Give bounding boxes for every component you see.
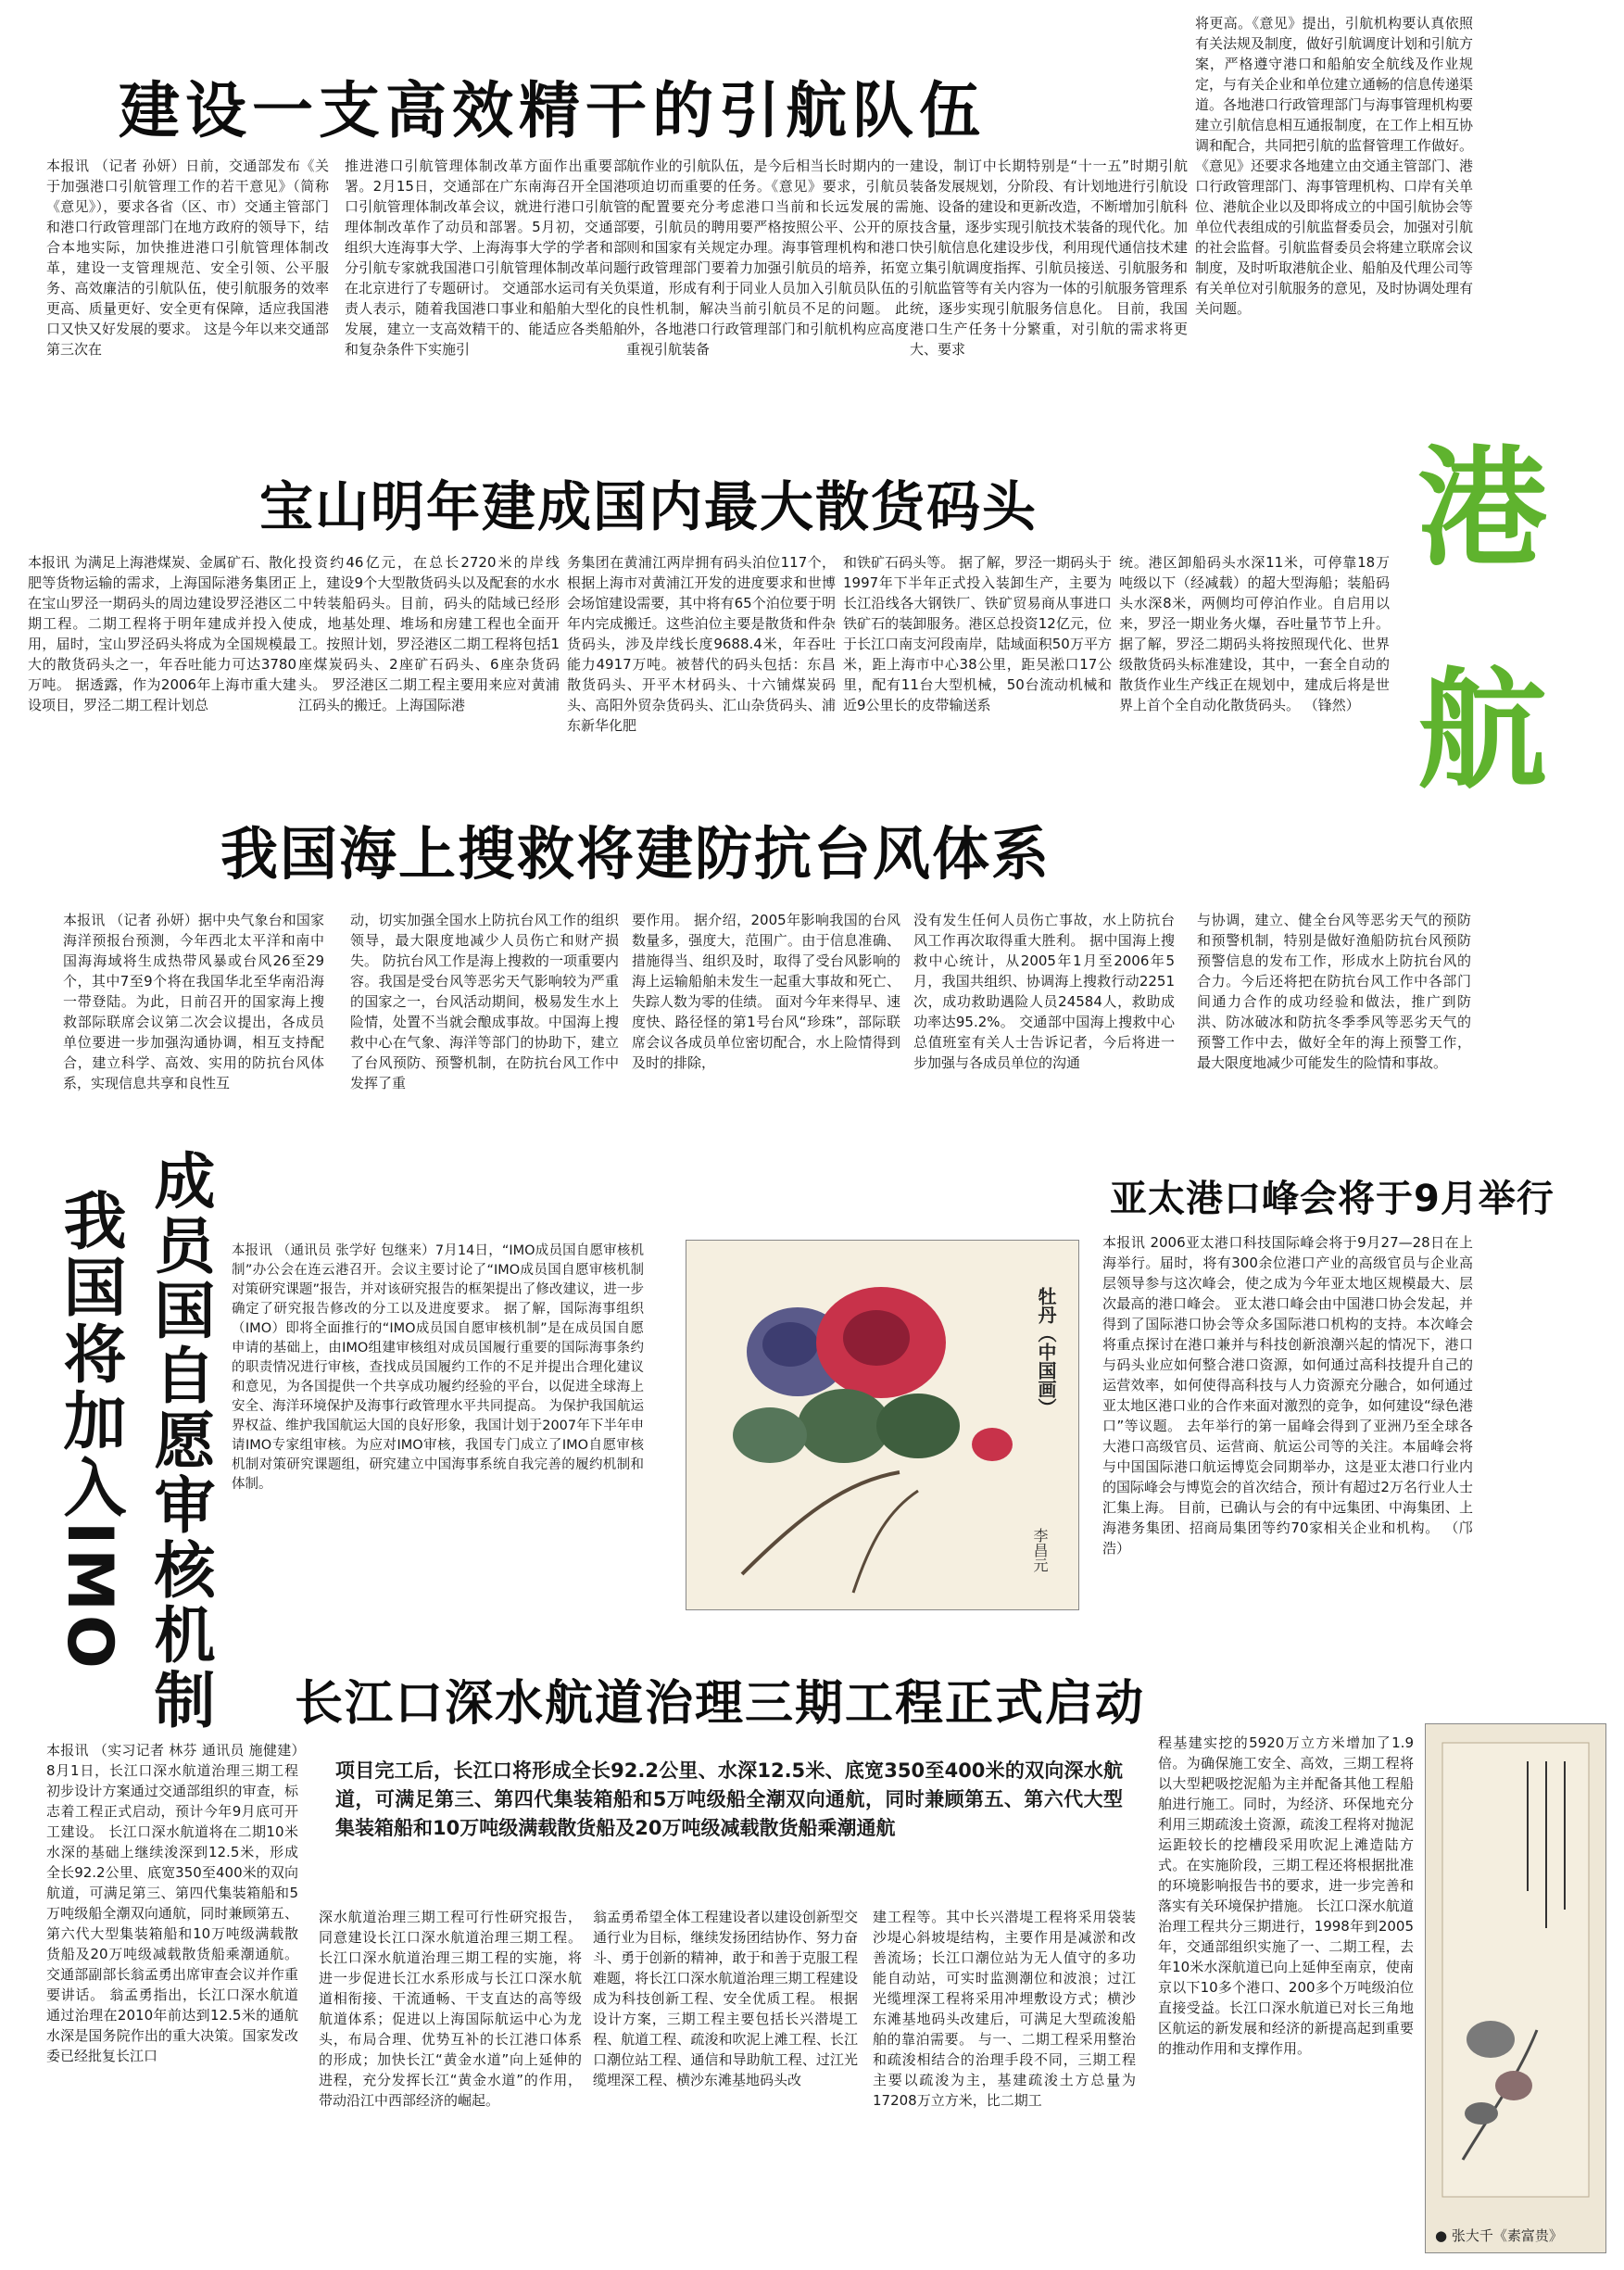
article2-col2: 投资约46亿元，在总长2720米的岸线上，建设9个大型散货码头以及配套的水水中转装船码头。目前，码头的陆域已经形成，地基处理、堆场和房建工程也全面开工。按照计划，罗泾港区二期工程将包括1座煤炭码头、2座矿石码头、6座杂货码头。 罗泾港区二期工程主要用来应对黄浦江码头的搬迁。上海国际港 (298, 554, 560, 713)
article3-col2: 动，切实加强全国水上防抗台风工作的组织领导，最大限度地减少人员伤亡和财产损失。 防抗台风工作是海上搜救的一项重要内容。我国是受台风等恶劣天气影响较为严重的国家之一，台风活动期间，极易发生水上险情，处置不当就会酿成事故。中国海上搜救中心在气象、海洋等部门的协助下，建立了台风预防、预警机制，在防抗台风工作中发挥了重 (350, 912, 619, 1091)
article6-lead: 项目完工后，长江口将形成全长92.2公里、水深12.5米、底宽350至400米的双向深水航道，可满足第三、第四代集装箱船和5万吨级船全潮双向通航，同时兼顾第五、第六代大型集装箱船和10万吨级满载散货船及20万吨级减载散货船乘潮通航 (335, 1759, 1123, 1839)
section-label-port: 港 (1417, 434, 1548, 585)
peony-caption: 牡丹（中国画） (1035, 1287, 1057, 1417)
article3-col3: 要作用。 据介绍，2005年影响我国的台风数量多，强度大，范围广。由于信息准确、措施得当、组织及时，取得了受台风影响的海上运输船舶未发生一起重大事故和死亡、失踪人数为零的佳绩。 面对今年来得早、速度快、路径怪的第1号台风“珍珠”，部际联席会议各成员单位密切配合，水上险情得到及时的排除， (632, 912, 900, 1071)
headline-guide-team: 建设一支高效精干的引航队伍 (119, 75, 986, 146)
article6-col3: 翁孟勇希望全体工程建设者以建设创新型交通行业为目标，继续发扬团结协作、努力奋斗、勇于创新的精神，敢于和善于克服工程难题，将长江口深水航道治理三期工程建设成为科技创新工程、安全优质工程。 根据设计方案，三期工程主要包括长兴潜堤工程、航道工程、疏浚和吹泥上滩工程、长江口潮位站工程、通信和导助航工程、过江光缆埋深工程、横沙东滩基地码头改 (593, 1909, 858, 2088)
article2-col1: 本报讯 为满足上海港煤炭、金属矿石、散化肥等货物运输的需求，上海国际港务集团正在宝山罗泾一期码头的周边建设罗泾港区二期工程。二期工程将于明年建成并投入使用，届时，宝山罗泾码头将成为全国规模最大的散货码头之一，年吞吐能力可达3780万吨。 据透露，作为2006年上海市重大建设项目，罗泾二期工程计划总 (28, 554, 296, 713)
article3-col5: 与协调，建立、健全台风等恶劣天气的预防和预警机制，特别是做好渔船防抗台风预防预警信息的发布工作，形成水上防抗台风的合力。今后还将把在防抗台风工作中各部门间通力合作的成功经验和做法，推广到防洪、防冰破冰和防抗冬季季风等恶劣天气的预警工作中去，做好全年的海上预警工作，最大限度地减少可能发生的险情和事故。 (1197, 912, 1471, 1071)
article1-col4: 建设，制订中长期特别是“十一五”时期引航装备发展规划，分阶段、有计划地进行引航设施、设备的建设和更新改造，不断增加引航科技含量，逐步实现引航技术装备的现代化。加快引航信息化建设步伐，利用现代通信技术建立集引航调度指挥、引航员接送、引航服务和引航监管等有关内容为一体的引航服务管理系统，逐步实现引航服务信息化。 目前，我国港口生产任务十分繁重，对引航的需求将更大、要求 (910, 158, 1188, 358)
calligraphy-painting (1425, 1723, 1606, 2253)
section-label-shipping: 航 (1417, 656, 1548, 807)
headline-sea-rescue: 我国海上搜救将建防抗台风体系 (220, 820, 1051, 888)
article6-col2: 深水航道治理三期工程可行性研究报告，同意建设长江口深水航道治理三期工程。长江口深水航道治理三期工程的实施，将进一步促进长江水系形成与长江口深水航道相衔接、干流通畅、干支直达的高等级航道体系；促进以上海国际航运中心为龙头，布局合理、优势互补的长江港口体系的形成；加快长江“黄金水道”向上延伸的进程，充分发挥长江“黄金水道”的作用，带动沿江中西部经济的崛起。 (319, 1909, 582, 2109)
article3-col4: 没有发生任何人员伤亡事故，水上防抗台风工作再次取得重大胜利。 据中国海上搜救中心统计，从2005年1月至2006年5月，我国共组织、协调海上搜救行动2251次，成功救助遇险人员24584人，救助成功率达95.2%。 交通部中国海上搜救中心总值班室有关人士告诉记者，今后将进一步加强与各成员单位的沟通 (913, 912, 1175, 1071)
peony-artist: 李昌元 (1031, 1528, 1049, 1572)
headline-imo-line1: 我国将加入IMO (53, 1188, 126, 1672)
calligraphy-caption: ● 张大千《素富贵》 (1435, 2227, 1563, 2244)
scroll-image (1426, 1724, 1605, 2215)
peony-painting (686, 1240, 1079, 1610)
article6-col1: 本报讯 （实习记者 林芬 通讯员 施健建）8月1日，长江口深水航道治理三期工程初步设计方案通过交通部组织的审查，标志着工程正式启动，预计今年9月底可开工建设。 长江口深水航道将在二期10米水深的基础上继续浚深到12.5米，形成全长92.2公里、底宽350至400米的双向航道，可满足第三、第四代集装箱船和5万吨级船全潮双向通航，同时兼顾第五、第六代大型集装箱船和10万吨级满载散货船及20万吨级减载散货船乘潮通航。交通部副部长翁孟勇出席审查会议并作重要讲话。 翁孟勇指出，长江口深水航道通过治理在2010年前达到12.5米的通航水深是国务院作出的重大决策。国家发改委已经批复长江口 (46, 1742, 298, 2064)
headline-yangtze-channel: 长江口深水航道治理三期工程正式启动 (295, 1676, 1146, 1732)
article1-col1: 本报讯 （记者 孙妍）日前，交通部发布《关于加强港口引航管理工作的若干意见》（简称《意见》），要求各省（区、市）交通主管部门和港口行政管理部门在地方政府的领导下，结合本地实际，加快推进港口引航管理体制改革，建设一支管理规范、安全引领、公平服务、高效廉洁的引航队伍，使引航服务的效率更高、质量更好、安全更有保障，适应我国港口又快又好发展的要求。 这是今年以来交通部第三次在 (46, 158, 329, 358)
article6-col5: 程基建实挖的5920万立方米增加了1.9倍。为确保施工安全、高效，三期工程将以大型耙吸挖泥船为主并配备其他工程船舶进行施工。同时，为经济、环保地充分利用三期疏浚土资源，疏浚工程将对抛泥运距较长的挖槽段采用吹泥上滩造陆方式。在实施阶段，三期工程还将根据批准的环境影响报告书的要求，进一步完善和落实有关环境保护措施。 长江口深水航道治理工程共分三期进行，1998年到2005年，交通部组织实施了一、二期工程，去年10米水深航道已向上延伸至南京，使南京以下10多个港口、200多个万吨级泊位直接受益。长江口深水航道已对长三角地区航运的新发展和经济的新提高起到重要的推动作用和支撑作用。 (1158, 1734, 1414, 2057)
article3-col1: 本报讯 （记者 孙妍）据中央气象台和国家海洋预报台预测，今年西北太平洋和南中国海海域将生成热带风暴或台风26至29个，其中7至9个将在我国华北至华南沿海一带登陆。为此，日前召开的国家海上搜救部际联席会议第二次会议提出，各成员单位要进一步加强沟通协调，相互支持配合，建立科学、高效、实用的防抗台风体系，实现信息共享和良性互 (63, 912, 324, 1091)
article5-body: 本报讯 2006亚太港口科技国际峰会将于9月27—28日在上海举行。届时，将有300余位港口产业的高级官员与企业高层领导参与这次峰会，使之成为今年亚太地区规模最大、层次最高的港口峰会。 亚太港口峰会由中国港口协会发起，并得到了国际港口协会等众多国际港口机构的支持。本次峰会将重点探讨在港口兼并与科技创新浪潮兴起的情况下，港口与码头业应如何整合港口资源，如何通过高科技提升自己的运营效率，如何使得高科技与人力资源充分融合，如何通过亚太地区港口业的合作来面对激烈的竞争，如何建设“绿色港口”等议题。 去年举行的第一届峰会得到了亚洲乃至全球各大港口高级官员、运营商、航运公司等的关注。本届峰会将与中国国际港口航运博览会同期举办，这是亚太港口行业内的国际峰会与博览会的首次结合，预计有超过2万名行业人士汇集上海。 目前，已确认与会的有中远集团、中海集团、上海港务集团、招商局集团等约70家相关企业和机构。 （邝浩） (1102, 1234, 1473, 1557)
article4-body: 本报讯 （通讯员 张学好 包继来）7月14日，“IMO成员国自愿审核机制”办公会在连云港召开。会议主要讨论了“IMO成员国自愿审核机制对策研究课题”报告，并对该研究报告的框架提出了修改建议，进一步确定了研究报告修改的分工以及进度要求。 据了解，国际海事组织（IMO）即将全面推行的“IMO成员国自愿审核机制”是在成员国自愿申请的基础上，由IMO组建审核组对成员国履行重要的国际海事条约的职责情况进行审核，查找成员国履约工作的不足并提出合理化建议和意见，为各国提供一个共享成功履约经验的平台，以促进全球海上安全、海洋环境保护及海事行政管理水平共同提高。 为保护我国航运界权益、维护我国航运大国的良好形象，我国计划于2007年下半年申请IMO专家组审核。为应对IMO审核，我国专门成立了IMO自愿审核机制对策研究课题组，研究建立中国海事系统自我完善的履约机制和体制。 (232, 1243, 644, 1492)
article1-col5: 将更高。《意见》提出，引航机构要认真依照有关法规及制度，做好引航调度计划和引航方案，严格遵守港口和船舶安全航线及作业规定，与有关企业和单位建立通畅的信息传递渠道。各地港口行政管理部门与海事管理机构要建立引航信息相互通报制度，在工作上相互协调和配合，共同把引航的监督管理工作做好。 《意见》还要求各地建立由交通主管部门、港口行政管理部门、海事管理机构、口岸有关单位、港航企业以及即将成立的中国引航协会等单位代表组成的引航监督委员会，加强对引航的社会监督。引航监督委员会将建立联席会议制度，及时听取港航企业、船舶及代理公司等有关单位对引航服务的意见，及时协调处理有关问题。 (1195, 15, 1473, 317)
article6-col4: 建工程等。其中长兴潜堤工程将采用袋装沙堤心斜坡堤结构，主要作用是减淤和改善流场；长江口潮位站为无人值守的多功能自动站，可实时监测潮位和波浪；过江光缆埋深工程将采用冲埋敷设方式；横沙东滩基地码头改建后，可满足大型疏浚船舶的靠泊需要。 与一、二期工程采用整治和疏浚相结合的治理手段不同，三期工程主要以疏浚为主，基建疏浚土方总量为17208万立方米，比二期工 (873, 1909, 1136, 2109)
headline-imo-line2: 成员国自愿审核机制 (144, 1149, 215, 1733)
article2-col5: 统。港区卸船码头水深11米，可停靠18万吨级以下（经减载）的超大型海船；装船码头水深8米，两侧均可停泊作业。自启用以来，罗泾一期业务火爆，吞吐量节节上升。据了解，罗泾二期码头将按照现代化、世界级散货码头标准建设，其中，一套全自动的散货作业生产线正在规划中，建成后将是世界上首个全自动化散货码头。 （锋然） (1119, 554, 1390, 713)
headline-asia-pacific-summit: 亚太港口峰会将于9月举行 (1110, 1178, 1555, 1220)
article1-col2: 推进港口引航管理体制改革方面作出重要部署。2月15日，交通部在广东南海召开全国港口引航管理体制改革会议，就进行港口引航管理体制改革作了动员和部署。5月初，交通部组织大连海事大学、上海海事大学的学者和部分引航专家就我国港口引航管理体制改革问题在北京进行了专题研讨。 交通部水运司有关负责人表示，随着我国港口事业和船舶大型化的发展，建立一支高效精干的、能适应各类船舶和复杂条件下实施引 (345, 158, 627, 358)
article2-col4: 和铁矿石码头等。 据了解，罗泾一期码头于1997年下半年正式投入装卸生产，主要为长江沿线各大钢铁厂、铁矿贸易商从事进口铁矿石的装卸服务。港区总投资12亿元，位于长江口南支河段南岸，陆域面积50万平方米，距上海市中心38公里，距吴淞口17公里，配有11台大型机械，50台流动机械和近9公里长的皮带输送系 (843, 554, 1112, 713)
headline-baoshan-terminal: 宝山明年建成国内最大散货码头 (259, 475, 1039, 538)
article2-col3: 务集团在黄浦江两岸拥有码头泊位117个，根据上海市对黄浦江开发的进度要求和世博会场馆建设需要，其中将有65个泊位要于明年内完成搬迁。这些泊位主要是散货和件杂货码头，涉及岸线长度9688.4米，年吞吐能力4917万吨。被替代的码头包括：东昌散货码头、开平木材码头、十六铺煤炭码头、高阳外贸杂货码头、汇山杂货码头、浦东新华化肥 (567, 554, 836, 734)
article1-col3: 航作业的引航队伍，是今后相当长时期内的一项迫切而重要的任务。《意见》要求，引航员的配置要充分考虑港口当前和长远发展的需要，引航员的聘用要严格按照公平、公开的原则和国家有关规定办理。海事管理机构和港口行政管理部门要着力加强引航员的培养，拓宽渠道，形成有利于同业人员加入引航员队伍的良性机制，解决当前引航员不足的问题。 此外，各地港口行政管理部门和引航机构应高度重视引航装备 (626, 158, 909, 358)
peony-flower-image (686, 1241, 1078, 1609)
